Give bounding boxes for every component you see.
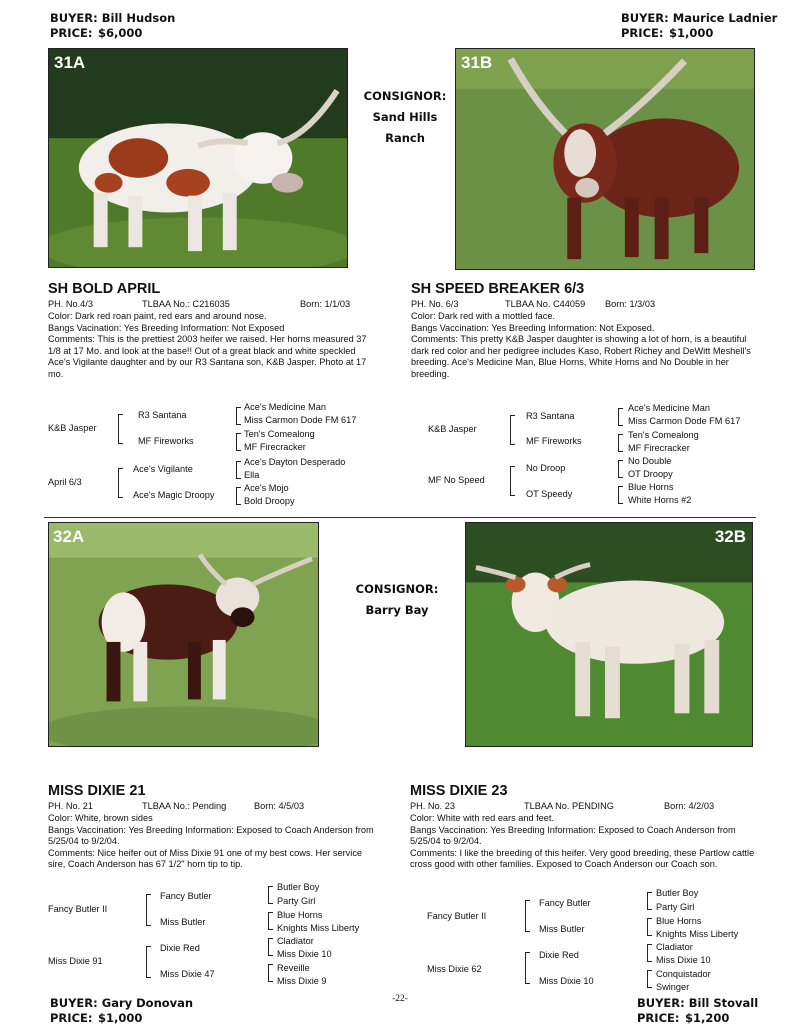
photo-32a [48, 522, 319, 747]
consignor-name-line2: Ranch [385, 131, 425, 145]
pedigree-gg-8: Miss Dixie 9 [277, 976, 327, 986]
pedigree-sire-sire: Fancy Butler [539, 898, 591, 908]
bangs-breeding: Bangs Vacination: Yes Breeding Information: Not Exposed [48, 322, 285, 333]
comments: Comments: This pretty K&B Jasper daughter is showing a lot of horn, is a beautiful dark red color and her pedigree includes Kaso, Robert Richey and DeWitt Meshell's breeding. Ace's Medicine Man, Blue Horns, White Horns and No Double in her breeding. [411, 334, 751, 379]
pedigree-gg-7: Reveille [277, 963, 310, 973]
tlbaa-number: TLBAA No.: Pending [142, 801, 227, 811]
pedigree-sire-sire: Fancy Butler [160, 891, 212, 901]
pedigree-dam: Miss Dixie 62 [427, 964, 482, 974]
page-number: -22- [392, 994, 408, 1004]
bracket [618, 408, 623, 426]
pedigree-gg-3: Blue Horns [656, 916, 702, 926]
bangs-breeding: Bangs Vaccination: Yes Breeding Information: Exposed to Coach Anderson from 5/25/04 to 9/2/04. [410, 824, 736, 847]
tlbaa-number: TLBAA No.: C216035 [142, 299, 230, 309]
pedigree-sire: K&B Jasper [428, 424, 477, 434]
pedigree-gg-2: Party Girl [277, 896, 316, 906]
pedigree-gg-4: MF Firecracker [244, 442, 306, 452]
animal-name: MISS DIXIE 23 [410, 783, 508, 799]
bracket [618, 460, 623, 478]
pedigree-dam-dam: Miss Dixie 47 [160, 969, 215, 979]
price-value: $1,200 [685, 1011, 730, 1025]
bracket [236, 407, 241, 425]
price-value: $1,000 [669, 26, 714, 40]
pedigree-gg-7: Conquistador [656, 969, 711, 979]
pedigree-dam: Miss Dixie 91 [48, 956, 103, 966]
buyer-name: Bill Hudson [101, 11, 176, 25]
lot-32a-details [48, 783, 378, 871]
bracket [510, 466, 515, 496]
tlbaa-number: TLBAA No. C44059 [505, 299, 586, 309]
born-date: Born: 4/5/03 [254, 801, 305, 811]
pedigree-gg-3: Blue Horns [277, 910, 323, 920]
bracket [118, 414, 123, 444]
animal-name: SH SPEED BREAKER 6/3 [411, 281, 585, 297]
comments: Comments: I like the breeding of this heifer. Very good breeding, these Partlow cattle cross good with other families. Exposed to Coach Anderson our Coach son. [410, 847, 755, 870]
pedigree-gg-2: Miss Carmon Dode FM 617 [628, 416, 741, 426]
pedigree-dam: April 6/3 [48, 477, 82, 487]
price-value: $6,000 [98, 26, 143, 40]
pedigree-gg-2: Miss Carmon Dode FM 617 [244, 415, 357, 425]
pedigree-gg-8: White Horns #2 [628, 495, 692, 505]
buyer-label: BUYER: [637, 996, 685, 1010]
price-label: PRICE: [50, 1011, 93, 1025]
bracket [525, 900, 530, 932]
photo-32b [465, 522, 753, 747]
buyer-price-top-right [621, 11, 777, 41]
consignor-label: CONSIGNOR: [363, 89, 447, 103]
pedigree-dam-sire: Ace's Vigilante [133, 464, 193, 474]
bangs-breeding: Bangs Vaccination: Yes Breeding Information: Not Exposed. [411, 322, 655, 333]
buyer-name: Maurice Ladnier [672, 11, 778, 25]
pedigree-31b [428, 403, 758, 513]
buyer-name: Gary Donovan [101, 996, 194, 1010]
pedigree-gg-5: No Double [628, 456, 672, 466]
bracket [510, 415, 515, 445]
pedigree-gg-4: Knights Miss Liberty [656, 929, 739, 939]
bangs-breeding: Bangs Vaccination: Yes Breeding Information: Exposed to Coach Anderson from 5/25/04 to 9/2/04. [48, 824, 374, 847]
pedigree-gg-5: Cladiator [277, 936, 314, 946]
bracket [236, 487, 241, 505]
animal-name: SH BOLD APRIL [48, 281, 161, 297]
pedigree-gg-8: Swinger [656, 982, 690, 992]
pedigree-gg-6: Ella [244, 470, 260, 480]
pedigree-gg-6: Miss Dixie 10 [277, 949, 332, 959]
pedigree-sire-sire: R3 Santana [138, 410, 187, 420]
pedigree-gg-1: Ace's Medicine Man [628, 403, 710, 413]
bracket [647, 970, 652, 988]
comments: Comments: This is the prettiest 2003 heifer we raised. Her horns measured 37 1/8 at 17 Mo. and look at the base!! Out of a great black and white speckled Ace's Vigilante daughter and by our R3 Santana son, K&B Jasper. Photo at 17 mo. [48, 334, 367, 379]
lot-31b-details [411, 281, 761, 381]
pedigree-gg-6: Miss Dixie 10 [656, 955, 711, 965]
lot-31a-details [48, 281, 370, 381]
pedigree-dam-dam: Miss Dixie 10 [539, 976, 594, 986]
bracket [618, 486, 623, 504]
ph-number: PH. No.4/3 [48, 299, 93, 309]
price-label: PRICE: [621, 26, 664, 40]
photo-31a [48, 48, 348, 268]
pedigree-sire: Fancy Butler II [48, 904, 108, 914]
bracket [525, 952, 530, 984]
bracket [647, 918, 652, 936]
pedigree-sire: Fancy Butler II [427, 911, 487, 921]
lot-badge-31a: 31A [54, 53, 86, 72]
bracket [647, 892, 652, 910]
bracket [236, 433, 241, 451]
price-value: $1,000 [98, 1011, 143, 1025]
cow-32b-illustration [466, 523, 752, 746]
born-date: Born: 4/2/03 [664, 801, 715, 811]
pedigree-gg-5: Cladiator [656, 942, 693, 952]
cow-32a-illustration [49, 523, 318, 746]
cow-31a-illustration [49, 49, 347, 267]
bracket [268, 912, 273, 930]
pedigree-sire: K&B Jasper [48, 423, 97, 433]
pedigree-dam-sire: No Droop [526, 463, 566, 473]
pedigree-dam-sire: Dixie Red [539, 950, 579, 960]
color-desc: Color: White, brown sides [48, 813, 153, 823]
pedigree-gg-1: Ace's Medicine Man [244, 402, 326, 412]
tlbaa-number: TLBAA No. PENDING [524, 801, 614, 811]
pedigree-sire-dam: MF Fireworks [526, 436, 582, 446]
pedigree-gg-7: Ace's Mojo [244, 483, 289, 493]
comments: Comments: Nice heifer out of Miss Dixie 91 one of my best cows. Her service sire, Coach Anderson has 67 1/2" horn tip to tip. [48, 847, 363, 870]
bracket [118, 468, 123, 498]
pedigree-sire-dam: Miss Butler [160, 917, 206, 927]
pedigree-gg-1: Butler Boy [277, 882, 320, 892]
bracket [268, 964, 273, 982]
consignor-label: CONSIGNOR: [355, 582, 439, 596]
lot-badge-31b: 31B [461, 53, 493, 72]
consignor-top [350, 86, 460, 149]
consignor-name-line1: Barry Bay [365, 603, 429, 617]
price-label: PRICE: [50, 26, 93, 40]
pedigree-gg-8: Bold Droopy [244, 496, 295, 506]
pedigree-dam-dam: OT Speedy [526, 489, 573, 499]
buyer-label: BUYER: [50, 996, 98, 1010]
consignor-name-line1: Sand Hills [372, 110, 438, 124]
ph-number: PH. No. 6/3 [411, 299, 459, 309]
pedigree-32b [427, 888, 762, 996]
born-date: Born: 1/1/03 [300, 299, 351, 309]
bracket [268, 938, 273, 956]
pedigree-gg-5: Ace's Dayton Desperado [244, 457, 346, 467]
color-desc: Color: Dark red with a mottled face. [411, 311, 555, 321]
buyer-price-top-left [50, 11, 175, 41]
buyer-label: BUYER: [621, 11, 669, 25]
ph-number: PH. No. 21 [48, 801, 93, 811]
lot-badge-32b: 32B [714, 527, 746, 546]
color-desc: Color: Dark red roan paint, red ears and around nose. [48, 311, 267, 321]
pedigree-dam: MF No Speed [428, 475, 485, 485]
price-label: PRICE: [637, 1011, 680, 1025]
section-divider [44, 517, 756, 518]
buyer-name: Bill Stovall [688, 996, 759, 1010]
bracket [146, 894, 151, 926]
pedigree-gg-7: Blue Horns [628, 482, 674, 492]
consignor-bottom [342, 579, 452, 621]
pedigree-gg-3: Ten's Comealong [244, 429, 315, 439]
color-desc: Color: White with red ears and feet. [410, 813, 555, 823]
ph-number: PH. No. 23 [410, 801, 455, 811]
pedigree-32a [48, 882, 388, 990]
pedigree-dam-sire: Dixie Red [160, 943, 200, 953]
lot-badge-32a: 32A [53, 527, 85, 546]
cow-31b-illustration [456, 49, 754, 269]
pedigree-gg-3: Ten's Comealong [628, 430, 699, 440]
bracket [268, 886, 273, 904]
animal-name: MISS DIXIE 21 [48, 783, 146, 799]
bracket [146, 946, 151, 978]
pedigree-31a [48, 402, 378, 512]
bracket [647, 944, 652, 962]
pedigree-sire-dam: Miss Butler [539, 924, 585, 934]
lot-32b-details [410, 783, 755, 871]
pedigree-gg-4: Knights Miss Liberty [277, 923, 360, 933]
bracket [236, 461, 241, 479]
pedigree-gg-2: Party Girl [656, 902, 695, 912]
photo-31b [455, 48, 755, 270]
pedigree-sire-sire: R3 Santana [526, 411, 575, 421]
pedigree-gg-4: MF Firecracker [628, 443, 690, 453]
pedigree-gg-6: OT Droopy [628, 469, 673, 479]
bracket [618, 434, 623, 452]
pedigree-sire-dam: MF Fireworks [138, 436, 194, 446]
pedigree-gg-1: Butler Boy [656, 888, 699, 898]
buyer-label: BUYER: [50, 11, 98, 25]
pedigree-dam-dam: Ace's Magic Droopy [133, 490, 215, 500]
born-date: Born: 1/3/03 [605, 299, 656, 309]
